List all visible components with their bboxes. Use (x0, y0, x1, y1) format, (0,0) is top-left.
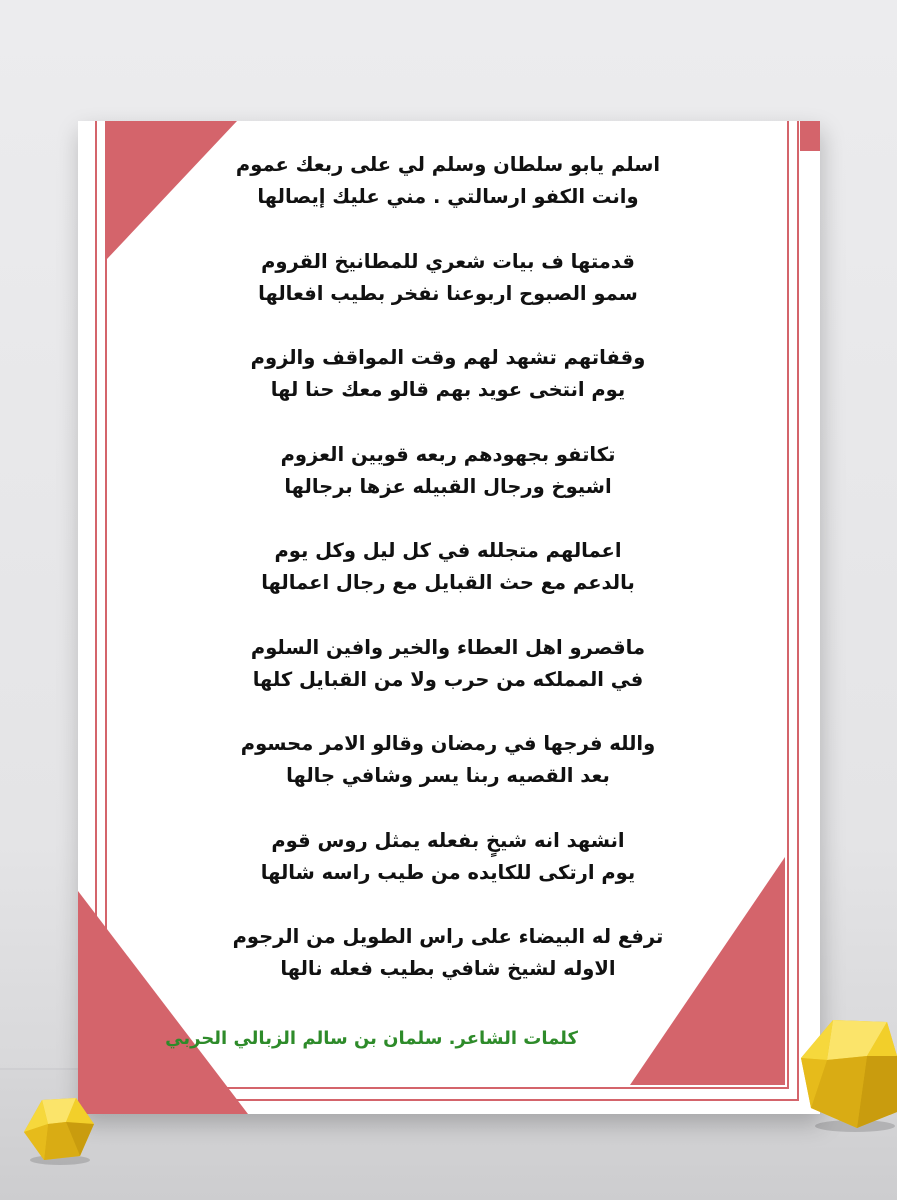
poem-text (158, 149, 738, 1018)
verse-line: بعد القصيه ربنا يسر وشافي جالها (286, 764, 610, 787)
verse-line: الاوله لشيخ شافي بطيب فعله نالها (280, 957, 616, 980)
stanza (158, 439, 738, 536)
verse-line: اسلم يابو سلطان وسلم لي على ربعك عموم (235, 153, 661, 176)
stanza (158, 342, 738, 439)
stanza (158, 825, 738, 922)
corner-strip-top-right (800, 121, 820, 151)
poem-poster (78, 121, 820, 1114)
verse-line: يوم ارتكى للكايده من طيب راسه شالها (260, 860, 636, 884)
stanza (158, 632, 738, 729)
verse-line: قدمتها ف بيات شعري للمطانيخ القروم (261, 249, 635, 273)
stanza (158, 149, 738, 246)
verse-line: والله فرجها في رمضان وقالو الامر محسوم (240, 732, 656, 755)
verse-line: اشيوخ ورجال القبيله عزها برجالها (284, 474, 612, 498)
verse-line: سمو الصبوح اربوعنا نفخر بطيب افعالها (258, 281, 638, 305)
yellow-gem-right (797, 1016, 897, 1134)
stanza (158, 921, 738, 1018)
verse-line: ترفع له البيضاء على راس الطويل من الرجوم (232, 925, 664, 948)
verse-line: اعمالهم متجلله في كل ليل وكل يوم (274, 539, 622, 562)
stanza (158, 728, 738, 825)
verse-line: يوم انتخى عويد بهم قالو معك حنا لها (270, 378, 626, 401)
verse-line: ماقصرو اهل العطاء والخير وافين السلوم (250, 635, 646, 659)
verse-line: وانت الكفو ارسالتي . مني عليك إيصالها (257, 185, 639, 208)
verse-line: وقفاتهم تشهد لهم وقت المواقف والزوم (250, 346, 646, 369)
yellow-gem-left (22, 1096, 96, 1166)
verse-line: تكاتفو بجهودهم ربعه قويين العزوم (280, 442, 616, 466)
verse-line: انشهد انه شيخٍ بفعله يمثل روس قوم (271, 828, 625, 852)
verse-line: بالدعم مع حث القبايل مع رجال اعمالها (261, 571, 635, 594)
verse-line: في المملكه من حرب ولا من القبايل كلها (252, 667, 644, 691)
stanza (158, 535, 738, 632)
poet-credit: كلمات الشاعر. سلمان بن سالم الزبالي الحربي (165, 1028, 578, 1049)
stanza (158, 246, 738, 343)
